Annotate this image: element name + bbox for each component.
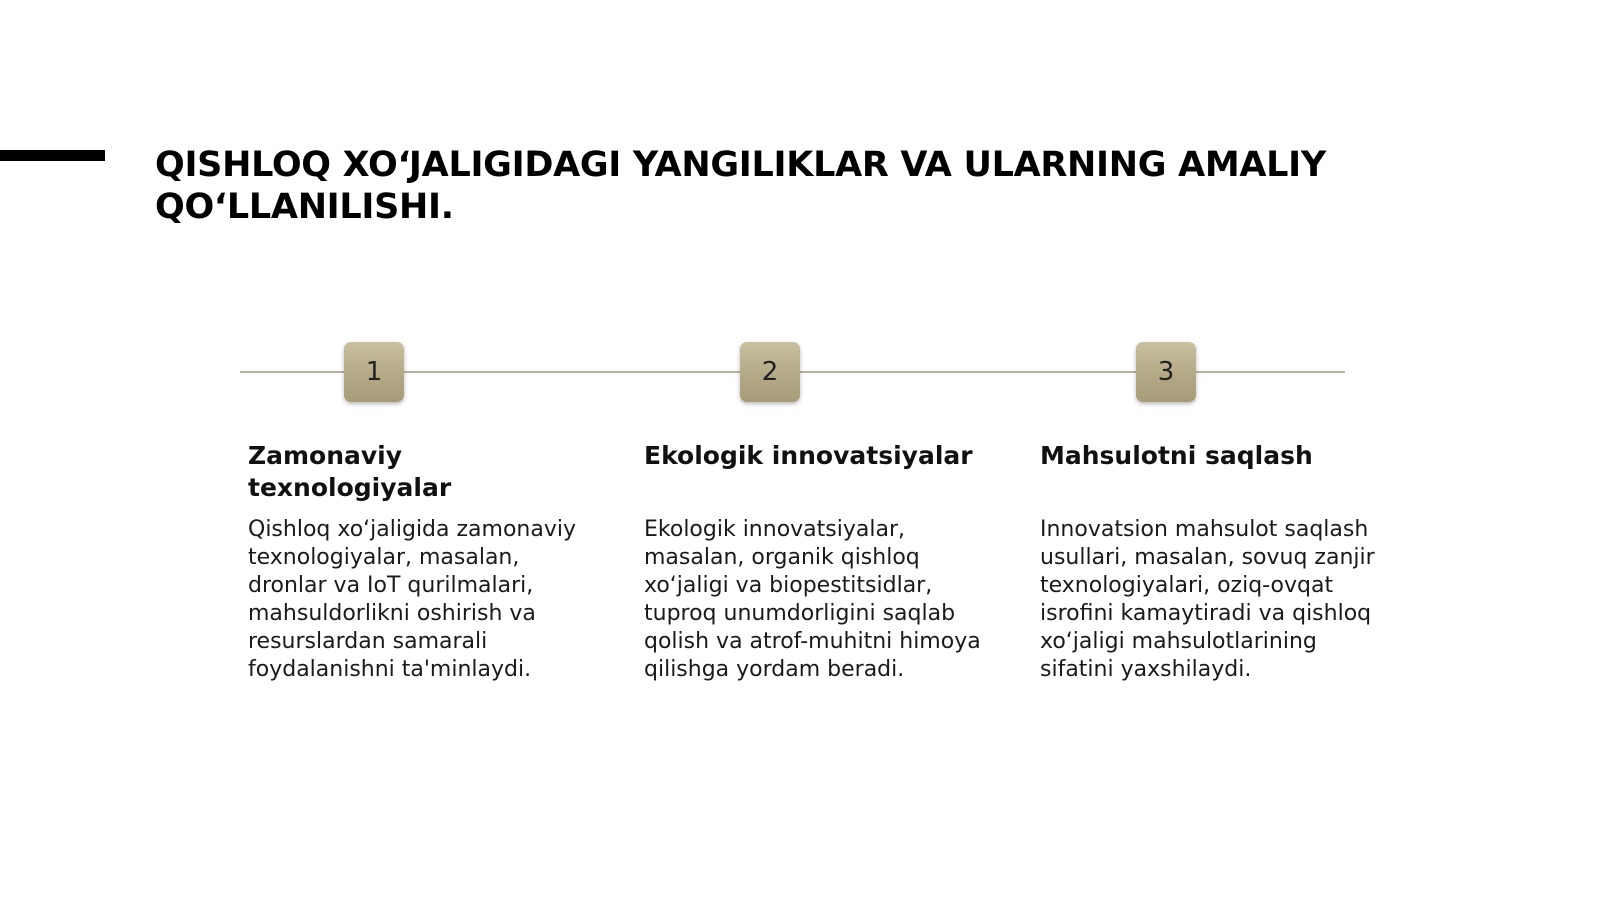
step-heading-3: Mahsulotni saqlash	[1040, 441, 1313, 470]
step-text-2: Ekologik innovatsiyalar, masalan, organik qishloq xo‘jaligi va biopestitsidlar, tuproq unumdorligini saqlab qolish va atrof-muhitni himoya qilishga yordam beradi.	[644, 517, 981, 682]
step-heading-1: Zamonaviy texnologiyalar	[248, 441, 452, 502]
title-accent-bar	[0, 150, 105, 161]
step-marker-1	[344, 342, 404, 402]
step-heading-2: Ekologik innovatsiyalar	[644, 441, 973, 470]
step-number-2: 2	[761, 357, 779, 387]
slide-title: QISHLOQ XO‘JALIGIDAGI YANGILIKLAR VA ULARNING AMALIY QO‘LLANILISHI.	[155, 145, 1326, 227]
step-number-3: 3	[1157, 357, 1175, 387]
step-column-1	[248, 440, 598, 684]
step-column-2	[644, 440, 994, 684]
step-column-3	[1040, 440, 1390, 684]
step-number-1: 1	[365, 357, 383, 387]
step-marker-3	[1136, 342, 1196, 402]
step-text-1: Qishloq xo‘jaligida zamonaviy texnologiyalar, masalan, dronlar va IoT qurilmalari, mahsuldorlikni oshirish va resurslardan samarali foydalanishni ta'minlaydi.	[248, 517, 576, 682]
step-marker-2	[740, 342, 800, 402]
step-text-3: Innovatsion mahsulot saqlash usullari, masalan, sovuq zanjir texnologiyalari, oziq-ovqat isrofini kamaytiradi va qishloq xo‘jaligi mahsulotlarining sifatini yaxshilaydi.	[1040, 517, 1375, 682]
